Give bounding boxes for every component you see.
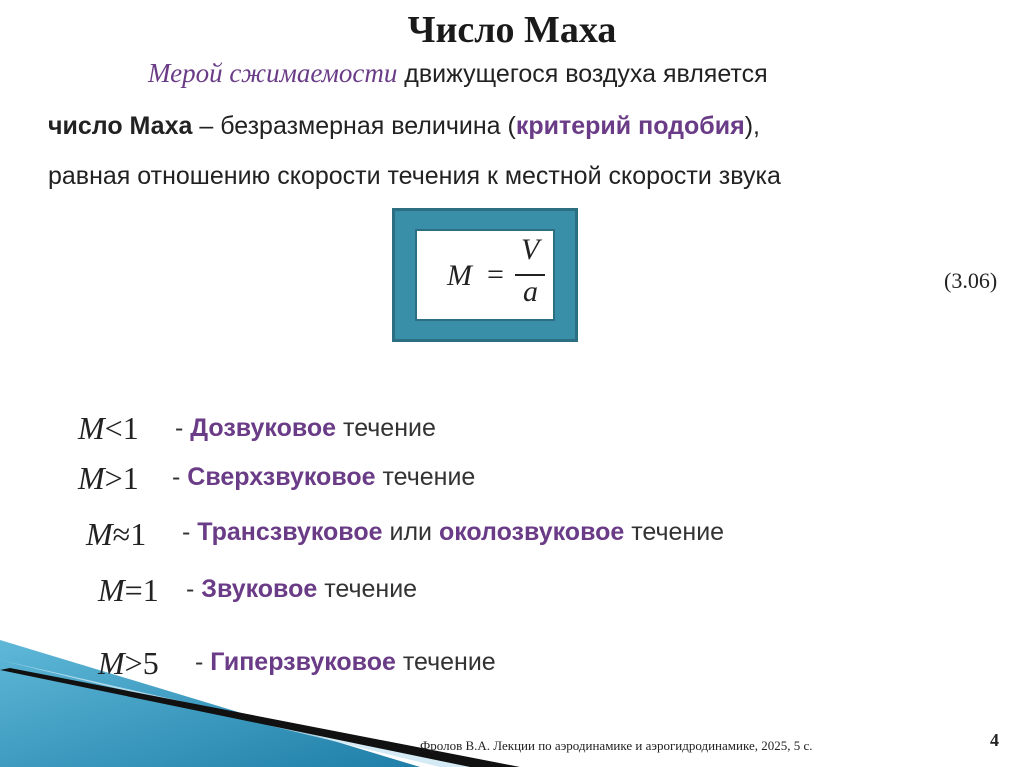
regime-dash: -: [172, 463, 188, 491]
condition-subsonic: [78, 410, 139, 447]
mach-term: число Маха: [48, 112, 193, 140]
intro-dash: – безразмерная величина (: [192, 112, 516, 140]
formula-inner: [415, 229, 555, 321]
formula-numerator: V: [521, 233, 540, 266]
intro-end: ),: [744, 112, 760, 140]
regime-rest: течение: [375, 463, 476, 491]
condition-transonic: [86, 516, 146, 553]
intro-line-2: [48, 112, 760, 141]
slide-title: Число Маха: [407, 9, 617, 51]
regime-transonic: [182, 518, 724, 547]
regime-hypersonic: [195, 648, 496, 677]
regime-accent: Сверхзвуковое: [187, 463, 376, 491]
intro-text: движущегося воздуха является: [397, 60, 768, 88]
cond-op: <1: [104, 410, 139, 446]
regime-accent: Гиперзвуковое: [210, 648, 396, 676]
regime-rest: течение: [395, 648, 496, 676]
regime-mid: или: [382, 518, 439, 546]
cond-var: M: [78, 460, 105, 496]
regime-dash: -: [182, 518, 198, 546]
condition-sonic: [98, 572, 159, 609]
intro-accent: Мерой сжимаемости: [148, 58, 398, 88]
cond-var: M: [78, 410, 105, 446]
cond-var: M: [86, 516, 113, 552]
cond-op: =1: [124, 572, 159, 608]
intro-line-3: [48, 162, 781, 191]
regime-rest: течение: [624, 518, 725, 546]
equation-number: (3.06): [944, 268, 998, 293]
cond-op: >1: [104, 460, 139, 496]
condition-supersonic: [78, 460, 139, 497]
formula-box: [392, 208, 578, 342]
regime-dash: -: [195, 648, 211, 676]
cond-var: M: [98, 572, 125, 608]
regime-accent-2: околозвуковое: [438, 518, 625, 546]
formula-denominator: a: [523, 275, 538, 308]
intro-line-1: [148, 58, 768, 89]
regime-dash: -: [186, 575, 202, 603]
condition-hypersonic: [98, 645, 159, 682]
regime-supersonic: [172, 463, 475, 492]
formula-eq: =: [487, 258, 504, 291]
intro-definition: равная отношению скорости течения к местной скорости звука: [48, 162, 781, 190]
regime-accent: Трансзвуковое: [197, 518, 383, 546]
regime-rest: течение: [336, 414, 436, 442]
regime-rest: течение: [317, 575, 418, 603]
cond-op: ≈1: [112, 516, 147, 552]
regime-subsonic: [175, 414, 436, 443]
similarity-criterion: критерий подобия: [515, 112, 745, 140]
formula-lhs: M: [447, 259, 472, 292]
page-number: 4: [990, 730, 999, 750]
regime-accent: Звуковое: [201, 575, 318, 603]
regime-accent: Дозвуковое: [190, 414, 337, 442]
regime-dash: -: [175, 414, 191, 442]
footer-citation: Фролов В.А. Лекции по аэродинамике и аэрогидродинамике, 2025, 5 с.: [420, 738, 813, 753]
cond-op: >5: [124, 645, 159, 681]
regime-sonic: [186, 575, 417, 604]
cond-var: M: [98, 645, 125, 681]
